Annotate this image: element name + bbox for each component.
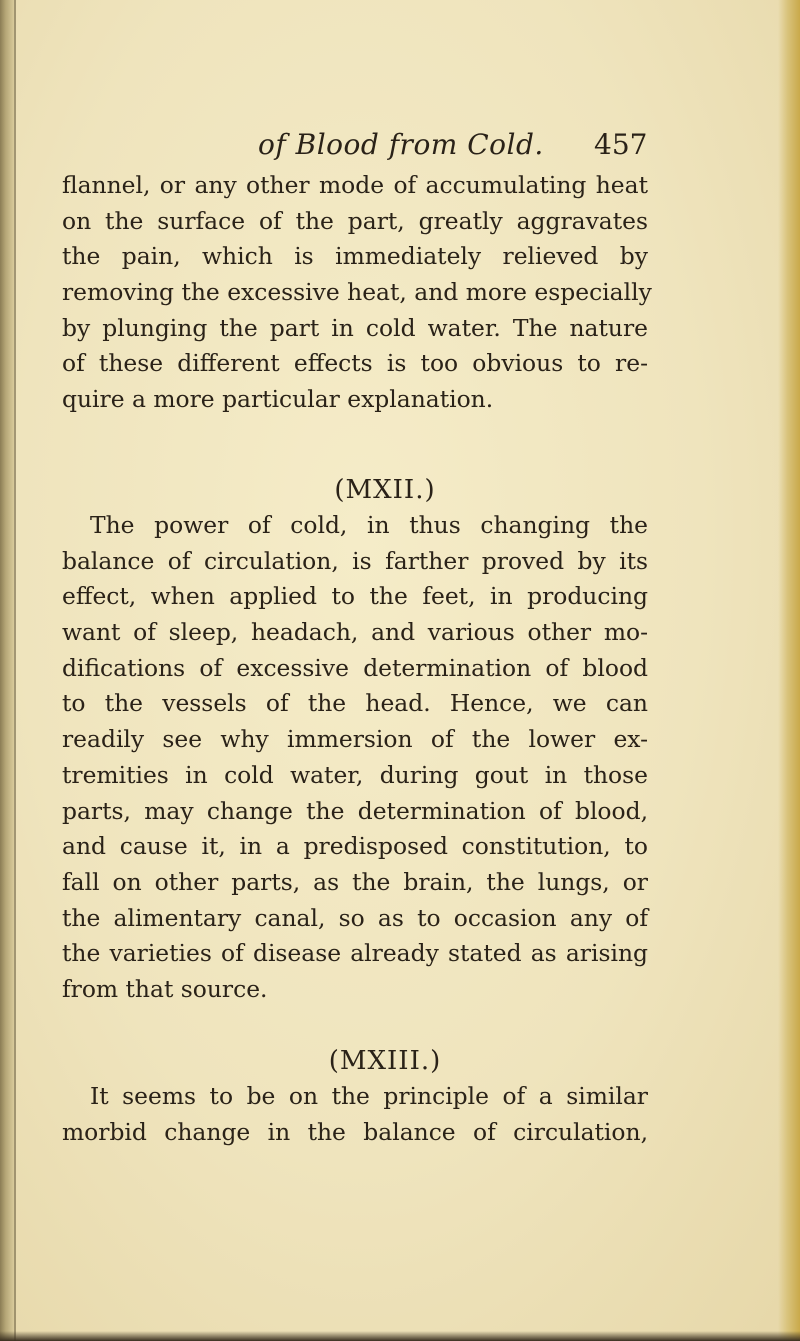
text-line: The power of cold, in thus changing the bbox=[90, 511, 648, 539]
paragraph-mxii bbox=[62, 508, 648, 1008]
text-line: tremities in cold water, during gout in those bbox=[62, 760, 648, 789]
page-binding-edge bbox=[0, 0, 14, 1341]
text-line: and cause it, in a predisposed constitution, to bbox=[62, 832, 648, 861]
text-line: from that source. bbox=[62, 974, 268, 1003]
running-header bbox=[0, 128, 800, 168]
text-line: of these different effects is too obvious to re- bbox=[62, 349, 648, 378]
text-line: the alimentary canal, so as to occasion any of bbox=[62, 903, 648, 932]
text-line: want of sleep, headach, and various other mo- bbox=[62, 618, 648, 647]
text-line: the varieties of disease already stated as arising bbox=[62, 939, 648, 968]
text-line: morbid change in the balance of circulation, bbox=[62, 1117, 648, 1146]
section-heading-mxii: (MXII.) bbox=[334, 475, 436, 505]
text-line: the pain, which is immediately relieved by bbox=[62, 242, 648, 271]
text-line: It seems to be on the principle of a similar bbox=[90, 1082, 648, 1110]
page-right-edge bbox=[778, 0, 800, 1341]
paragraph-continuation bbox=[62, 168, 652, 418]
text-line: by plunging the part in cold water. The nature bbox=[62, 313, 648, 342]
text-line: readily see why immersion of the lower ex- bbox=[62, 725, 648, 754]
text-line: on the surface of the part, greatly aggravates bbox=[62, 206, 648, 235]
page-bottom-edge bbox=[0, 1331, 800, 1341]
text-line: effect, when applied to the feet, in producing bbox=[62, 582, 648, 611]
text-line: quire a more particular explanation. bbox=[62, 385, 494, 414]
text-line: to the vessels of the head. Hence, we can bbox=[62, 689, 648, 718]
text-line: removing the excessive heat, and more especially bbox=[62, 278, 652, 307]
text-line: difications of excessive determination of blood bbox=[62, 653, 648, 682]
text-line: flannel, or any other mode of accumulating heat bbox=[62, 171, 648, 199]
page-number: 457 bbox=[594, 128, 648, 161]
section-heading-mxiii: (MXIII.) bbox=[328, 1046, 442, 1076]
text-line: parts, may change the determination of blood, bbox=[62, 796, 648, 825]
running-title: of Blood from Cold. bbox=[258, 128, 544, 161]
text-line: fall on other parts, as the brain, the lungs, or bbox=[62, 867, 648, 896]
binding-gutter-line bbox=[14, 0, 16, 1341]
text-line: balance of circulation, is farther proved by its bbox=[62, 546, 648, 575]
paragraph-mxiii bbox=[62, 1079, 648, 1150]
